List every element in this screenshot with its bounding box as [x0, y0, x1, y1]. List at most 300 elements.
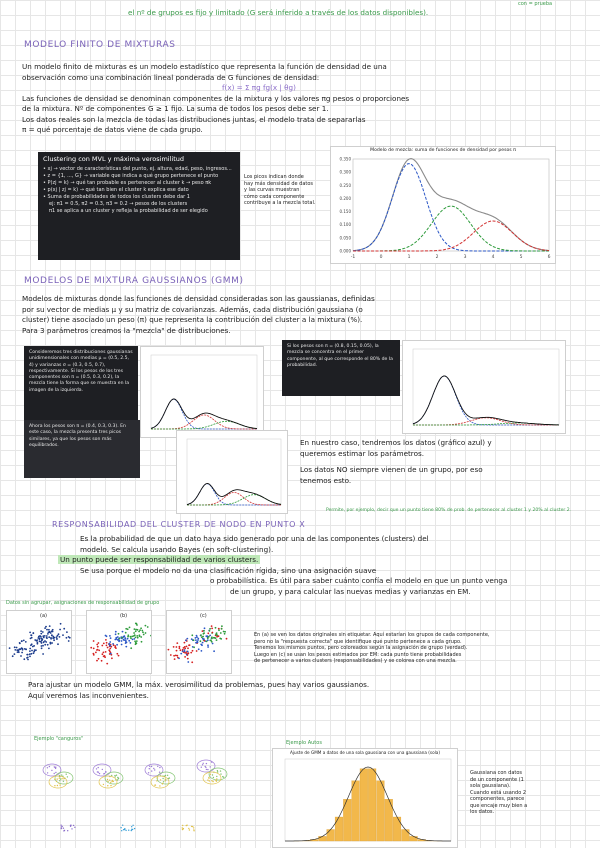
mixture-curve: [187, 484, 281, 505]
data-point: [151, 770, 152, 771]
data-point: [212, 632, 214, 634]
x-tick-label: 3: [463, 255, 467, 260]
data-point: [213, 637, 215, 639]
data-point: [137, 629, 139, 631]
side-note: Los picos indican donde hay más densidad de datos y las curvas muestran cómo cada componente contribuye a la mezcla total.: [244, 174, 316, 206]
gmm-plot-c-svg: [177, 431, 287, 513]
data-point: [193, 829, 194, 830]
data-point: [40, 630, 42, 632]
data-point: [51, 770, 52, 771]
data-point: [140, 636, 142, 638]
data-point: [9, 647, 11, 649]
data-point: [21, 640, 23, 642]
data-point: [62, 634, 64, 636]
data-point: [217, 771, 218, 772]
data-point: [184, 656, 186, 658]
example-right-label: Ejemplo Autos: [286, 740, 322, 746]
data-point: [59, 629, 61, 631]
histogram-bar: [368, 769, 376, 841]
data-point: [57, 635, 59, 637]
data-point: [141, 630, 143, 632]
gmm-plot-b: [402, 340, 566, 434]
data-point: [147, 626, 149, 628]
data-point: [132, 829, 133, 830]
text-line: de un componente (1: [470, 776, 524, 783]
x-tick-label: 2: [435, 255, 439, 260]
data-point: [22, 649, 24, 651]
data-point: [42, 653, 44, 655]
data-point: [57, 785, 58, 786]
data-point: [41, 645, 43, 647]
data-point: [189, 829, 190, 830]
data-point: [176, 642, 178, 644]
data-point: [49, 642, 51, 644]
data-point: [197, 638, 199, 640]
data-point: [104, 773, 105, 774]
data-point: [132, 825, 133, 826]
x-tick-label: 1: [407, 255, 411, 260]
histogram-bar: [410, 836, 418, 841]
data-point: [215, 633, 217, 635]
y-tick-label: 0.250: [339, 182, 351, 188]
data-point: [207, 779, 208, 780]
section2-text: [22, 294, 582, 336]
data-point: [46, 635, 48, 637]
data-point: [61, 826, 62, 827]
data-point: [123, 829, 124, 830]
data-point: [116, 653, 118, 655]
data-point: [12, 655, 14, 657]
data-point: [40, 636, 42, 638]
data-point: [56, 781, 57, 782]
data-point: [14, 646, 16, 648]
text-line: modelo. Se calcula usando Bayes (en soft-clustering).: [80, 544, 274, 554]
data-point: [32, 632, 34, 634]
data-point: [14, 653, 16, 655]
data-point: [211, 625, 213, 627]
data-point: [66, 631, 68, 633]
data-point: [119, 638, 121, 640]
data-point: [222, 776, 223, 777]
data-point: [109, 635, 111, 637]
formula: f(x) = Σ πg fg(x | θg): [222, 83, 296, 92]
data-point: [61, 828, 62, 829]
data-point: [56, 638, 58, 640]
mvl-card: [38, 152, 240, 260]
data-point: [154, 769, 155, 770]
data-point: [67, 830, 68, 831]
plot-frame: [187, 439, 281, 505]
data-point: [190, 652, 192, 654]
data-point: [61, 774, 62, 775]
data-point: [114, 639, 116, 641]
data-point: [107, 785, 108, 786]
data-point: [130, 637, 132, 639]
data-point: [207, 644, 209, 646]
gmm-plot-c: [176, 430, 288, 514]
data-point: [44, 644, 46, 646]
data-point: [184, 648, 186, 650]
data-point: [182, 649, 184, 651]
scatter-panel-c: [166, 610, 232, 674]
data-point: [43, 637, 45, 639]
data-point: [47, 772, 48, 773]
data-point: [179, 647, 181, 649]
data-point: [134, 828, 135, 829]
data-point: [160, 779, 161, 780]
data-point: [149, 768, 150, 769]
data-point: [122, 825, 123, 826]
data-point: [145, 625, 147, 627]
data-point: [118, 640, 120, 642]
y-tick-label: 0.350: [339, 156, 351, 162]
closing-text: [28, 680, 369, 701]
data-point: [108, 649, 110, 651]
data-point: [21, 652, 23, 654]
data-point: [107, 779, 108, 780]
data-point: [98, 642, 100, 644]
data-point: [122, 631, 124, 633]
text-line: que encaje muy bien a: [470, 802, 528, 809]
data-point: [51, 635, 53, 637]
data-point: [193, 646, 195, 648]
data-point: [211, 780, 212, 781]
data-point: [197, 642, 199, 644]
data-point: [111, 657, 113, 659]
data-point: [52, 631, 54, 633]
data-point: [217, 770, 218, 771]
data-point: [220, 773, 221, 774]
data-point: [125, 830, 126, 831]
data-point: [101, 660, 103, 662]
series-line-mezcla: [353, 159, 549, 251]
text-line: Las funciones de densidad se denominan componentes de la mixtura y los valores πg pesos o proporciones: [22, 93, 410, 103]
data-point: [111, 781, 112, 782]
data-point: [121, 637, 123, 639]
data-point: [74, 827, 75, 828]
text-line: componentes, parece: [470, 796, 525, 802]
data-point: [133, 638, 135, 640]
data-point: [51, 642, 53, 644]
text-line: Un modelo finito de mixturas es un modelo estadístico que representa la función de densidad de una: [22, 62, 387, 71]
data-point: [102, 769, 103, 770]
component-curve: [187, 484, 281, 505]
data-point: [198, 648, 200, 650]
gmm-plot-a-svg: [141, 347, 263, 437]
y-tick-label: 0.300: [339, 169, 351, 175]
data-point: [165, 778, 166, 779]
data-point: [33, 651, 35, 653]
data-point: [33, 652, 35, 654]
data-point: [121, 644, 123, 646]
data-point: [186, 638, 188, 640]
data-point: [118, 633, 120, 635]
data-point: [110, 782, 111, 783]
data-point: [20, 655, 22, 657]
data-point: [44, 627, 46, 629]
data-point: [131, 830, 132, 831]
text-line: Modelos de mixturas donde las funciones de densidad consideradas son las gaussianas, definidas: [22, 294, 375, 303]
data-point: [209, 635, 211, 637]
data-point: [221, 628, 223, 630]
data-point: [184, 642, 186, 644]
section3-text: [60, 534, 580, 597]
data-point: [29, 632, 31, 634]
data-point: [110, 653, 112, 655]
mixture-curve: [413, 376, 559, 425]
mvl-item: • Suma de probabilidades de todos los clusters debe dar 1: [43, 194, 190, 200]
text-line: pero no la "respuesta correcta" que identifique qué punto pertenece a cada grupo.: [254, 638, 462, 645]
text-line: observación como una combinación lineal ponderada de G funciones de densidad:: [22, 72, 320, 82]
data-point: [180, 649, 182, 651]
data-point: [93, 654, 95, 656]
y-tick-label: 0.050: [339, 235, 351, 241]
data-point: [58, 783, 59, 784]
data-point: [212, 774, 213, 775]
data-point: [93, 640, 95, 642]
data-point: [128, 640, 130, 642]
data-point: [107, 781, 108, 782]
data-point: [130, 642, 132, 644]
series-line-comp-1: [353, 164, 549, 251]
data-point: [125, 632, 127, 634]
data-point: [136, 640, 138, 642]
data-point: [133, 632, 135, 634]
mixture-chart: [330, 146, 556, 264]
data-point: [111, 775, 112, 776]
data-point: [139, 634, 141, 636]
data-point: [70, 826, 71, 827]
data-point: [46, 629, 48, 631]
data-point: [50, 638, 52, 640]
gmm-card-c: Ahora los pesos son π = (0.4, 0.3, 0.3). En este caso, la mezcla presenta tres picos similares, ya que los pesos son más equilibrados.: [24, 420, 140, 478]
data-point: [93, 648, 95, 650]
data-point: [216, 776, 217, 777]
data-point: [14, 649, 16, 651]
data-point: [114, 646, 116, 648]
data-point: [117, 636, 119, 638]
text-line: de pertenecer a varios clusters (responsabilidades) y se colorea con una mezcla.: [254, 658, 457, 664]
data-point: [176, 650, 178, 652]
data-point: [54, 637, 56, 639]
data-point: [207, 646, 209, 648]
chart-title: Modelo de mezcla: suma de funciones de densidad por pesos π: [370, 148, 516, 153]
section-title-finite-mixtures: MODELO FINITO DE MIXTURAS: [24, 40, 176, 50]
data-point: [123, 639, 125, 641]
data-point: [192, 826, 193, 827]
data-point: [96, 660, 98, 662]
data-point: [153, 768, 154, 769]
mvl-card-title: Clustering con MVL y máxima verosimilitud: [43, 155, 185, 163]
data-point: [170, 654, 172, 656]
scatter-c-svg: [167, 611, 231, 673]
highlight-key-point: Un punto puede ser responsabilidad de varios clusters.: [60, 555, 259, 564]
data-point: [187, 647, 189, 649]
data-point: [118, 655, 120, 657]
gmm-card-b: Si los pesos son π = (0.8, 0.15, 0.05), la mezcla se concentra en el primer componente, al que corresponde el 80% de la probabilidad.: [282, 340, 400, 396]
data-point: [220, 770, 221, 771]
data-point: [212, 643, 214, 645]
data-point: [103, 652, 105, 654]
data-point: [179, 646, 181, 648]
data-point: [107, 647, 109, 649]
data-point: [174, 658, 176, 660]
component-curve: [187, 493, 281, 506]
data-point: [23, 658, 25, 660]
data-point: [29, 648, 31, 650]
data-point: [187, 661, 189, 663]
data-point: [64, 830, 65, 831]
data-point: [211, 628, 213, 630]
data-point: [173, 655, 175, 657]
data-point: [143, 634, 145, 636]
mixture-chart-svg: [331, 147, 555, 263]
scatter-a-svg: [7, 611, 71, 673]
data-point: [186, 825, 187, 826]
mvl-item: • xj → vector de características del punto, ej. altura, edad, peso, ingresos...: [43, 166, 232, 172]
data-point: [191, 661, 193, 663]
data-point: [191, 634, 193, 636]
data-point: [208, 636, 210, 638]
data-point: [106, 645, 108, 647]
panel-label: (b): [120, 613, 128, 619]
data-point: [216, 778, 217, 779]
data-point: [37, 641, 39, 643]
data-point: [129, 627, 131, 629]
data-point: [63, 828, 64, 829]
text-line: En (a) se ven los datos originales sin etiquetar. Aquí estarían los grupos de cada componente,: [254, 632, 490, 638]
data-point: [155, 784, 156, 785]
data-point: [116, 775, 117, 776]
cluster-ellipse: [55, 772, 73, 784]
data-point: [159, 785, 160, 786]
section-title-gmm: MODELOS DE MIXTURA GAUSSIANOS (GMM): [24, 276, 244, 286]
data-point: [137, 637, 139, 639]
data-point: [207, 637, 209, 639]
data-point: [208, 778, 209, 779]
data-point: [41, 638, 43, 640]
histogram-svg: [273, 749, 457, 847]
data-point: [156, 780, 157, 781]
cluster-ellipse: [105, 772, 123, 784]
text-line: por su vector de medias μ y su matriz de covarianzas. Además, cada distribución gaussiana (o: [22, 304, 363, 314]
text-line: Los datos NO siempre vienen de un grupo, por eso: [300, 465, 483, 474]
text-line: Aquí veremos las inconvenientes.: [28, 690, 149, 700]
cluster-ellipse: [157, 772, 175, 784]
data-point: [202, 630, 204, 632]
top-corner-note: con = prueba: [518, 1, 553, 7]
data-point: [125, 628, 127, 630]
data-point: [69, 637, 71, 639]
text-line: Para 3 parámetros creamos la "mezcla" de distribuciones.: [22, 325, 231, 335]
data-point: [55, 772, 56, 773]
data-point: [73, 825, 74, 826]
data-point: [220, 638, 222, 640]
data-point: [185, 640, 187, 642]
histogram-bar: [319, 836, 327, 841]
text-line: Los datos reales son la mezcla de todas las distribuciones juntas, el modelo trata de separarlas: [22, 114, 366, 124]
text-line: Cuando está usando 2: [470, 789, 527, 796]
histogram-bar: [327, 830, 335, 842]
histogram-bar: [393, 817, 401, 841]
data-point: [50, 632, 52, 634]
data-point: [159, 767, 160, 768]
plot-frame: [353, 159, 549, 251]
data-point: [105, 635, 107, 637]
data-point: [141, 641, 143, 643]
data-point: [63, 778, 64, 779]
data-point: [205, 767, 206, 768]
histogram-bar: [335, 817, 343, 841]
data-point: [215, 780, 216, 781]
x-tick-label: -1: [350, 255, 356, 260]
data-point: [105, 771, 106, 772]
data-point: [47, 644, 49, 646]
data-point: [40, 633, 42, 635]
data-point: [109, 780, 110, 781]
cluster-ellipse: [209, 768, 227, 780]
data-point: [183, 647, 185, 649]
data-point: [167, 775, 168, 776]
data-point: [102, 653, 104, 655]
text-line: Tenemos los mismos puntos, pero coloreados según la asignación de grupo (verdad).: [254, 645, 468, 651]
data-point: [110, 637, 112, 639]
scatter-panel-a: [6, 610, 72, 674]
data-point: [132, 639, 134, 641]
plot-frame: [413, 349, 559, 425]
text-line: Gaussiana con datos: [470, 770, 523, 776]
data-point: [41, 642, 43, 644]
data-point: [130, 647, 132, 649]
mvl-item: ej: π1 = 0.5, π2 = 0.3, π3 = 0.2 → pesos de los clusters: [49, 201, 188, 207]
text-line: cluster) tiene asociado un peso (π) que representa la contribución del cluster a la mixtura (%).: [22, 315, 363, 324]
panel-label: (c): [200, 613, 207, 619]
data-point: [168, 649, 170, 651]
data-point: [24, 648, 26, 650]
data-point: [128, 830, 129, 831]
data-point: [188, 828, 189, 829]
data-point: [207, 632, 209, 634]
data-point: [125, 641, 127, 643]
data-point: [121, 830, 122, 831]
data-point: [184, 652, 186, 654]
data-point: [43, 642, 45, 644]
data-point: [27, 659, 29, 661]
text-line: π = qué porcentaje de datos viene de cada grupo.: [22, 125, 203, 134]
data-point: [184, 649, 186, 651]
data-point: [98, 772, 99, 773]
data-point: [200, 634, 202, 636]
data-point: [110, 785, 111, 786]
data-point: [124, 637, 126, 639]
data-point: [19, 643, 21, 645]
data-point: [139, 629, 141, 631]
data-point: [109, 641, 111, 643]
data-point: [21, 647, 23, 649]
gmm-plot-a: [140, 346, 264, 438]
data-point: [187, 651, 189, 653]
data-point: [134, 628, 136, 630]
data-point: [99, 773, 100, 774]
plot-frame: [151, 355, 257, 429]
data-point: [196, 635, 198, 637]
data-point: [57, 778, 58, 779]
data-point: [98, 650, 100, 652]
text-line: Se usa porque el modelo no da una clasificación rígida, sino una asignación suave: [80, 565, 377, 575]
data-point: [58, 633, 60, 635]
data-point: [39, 640, 41, 642]
text-line: Es la probabilidad de que un dato haya sido generado por una de las componentes (clusters) del: [80, 534, 429, 543]
